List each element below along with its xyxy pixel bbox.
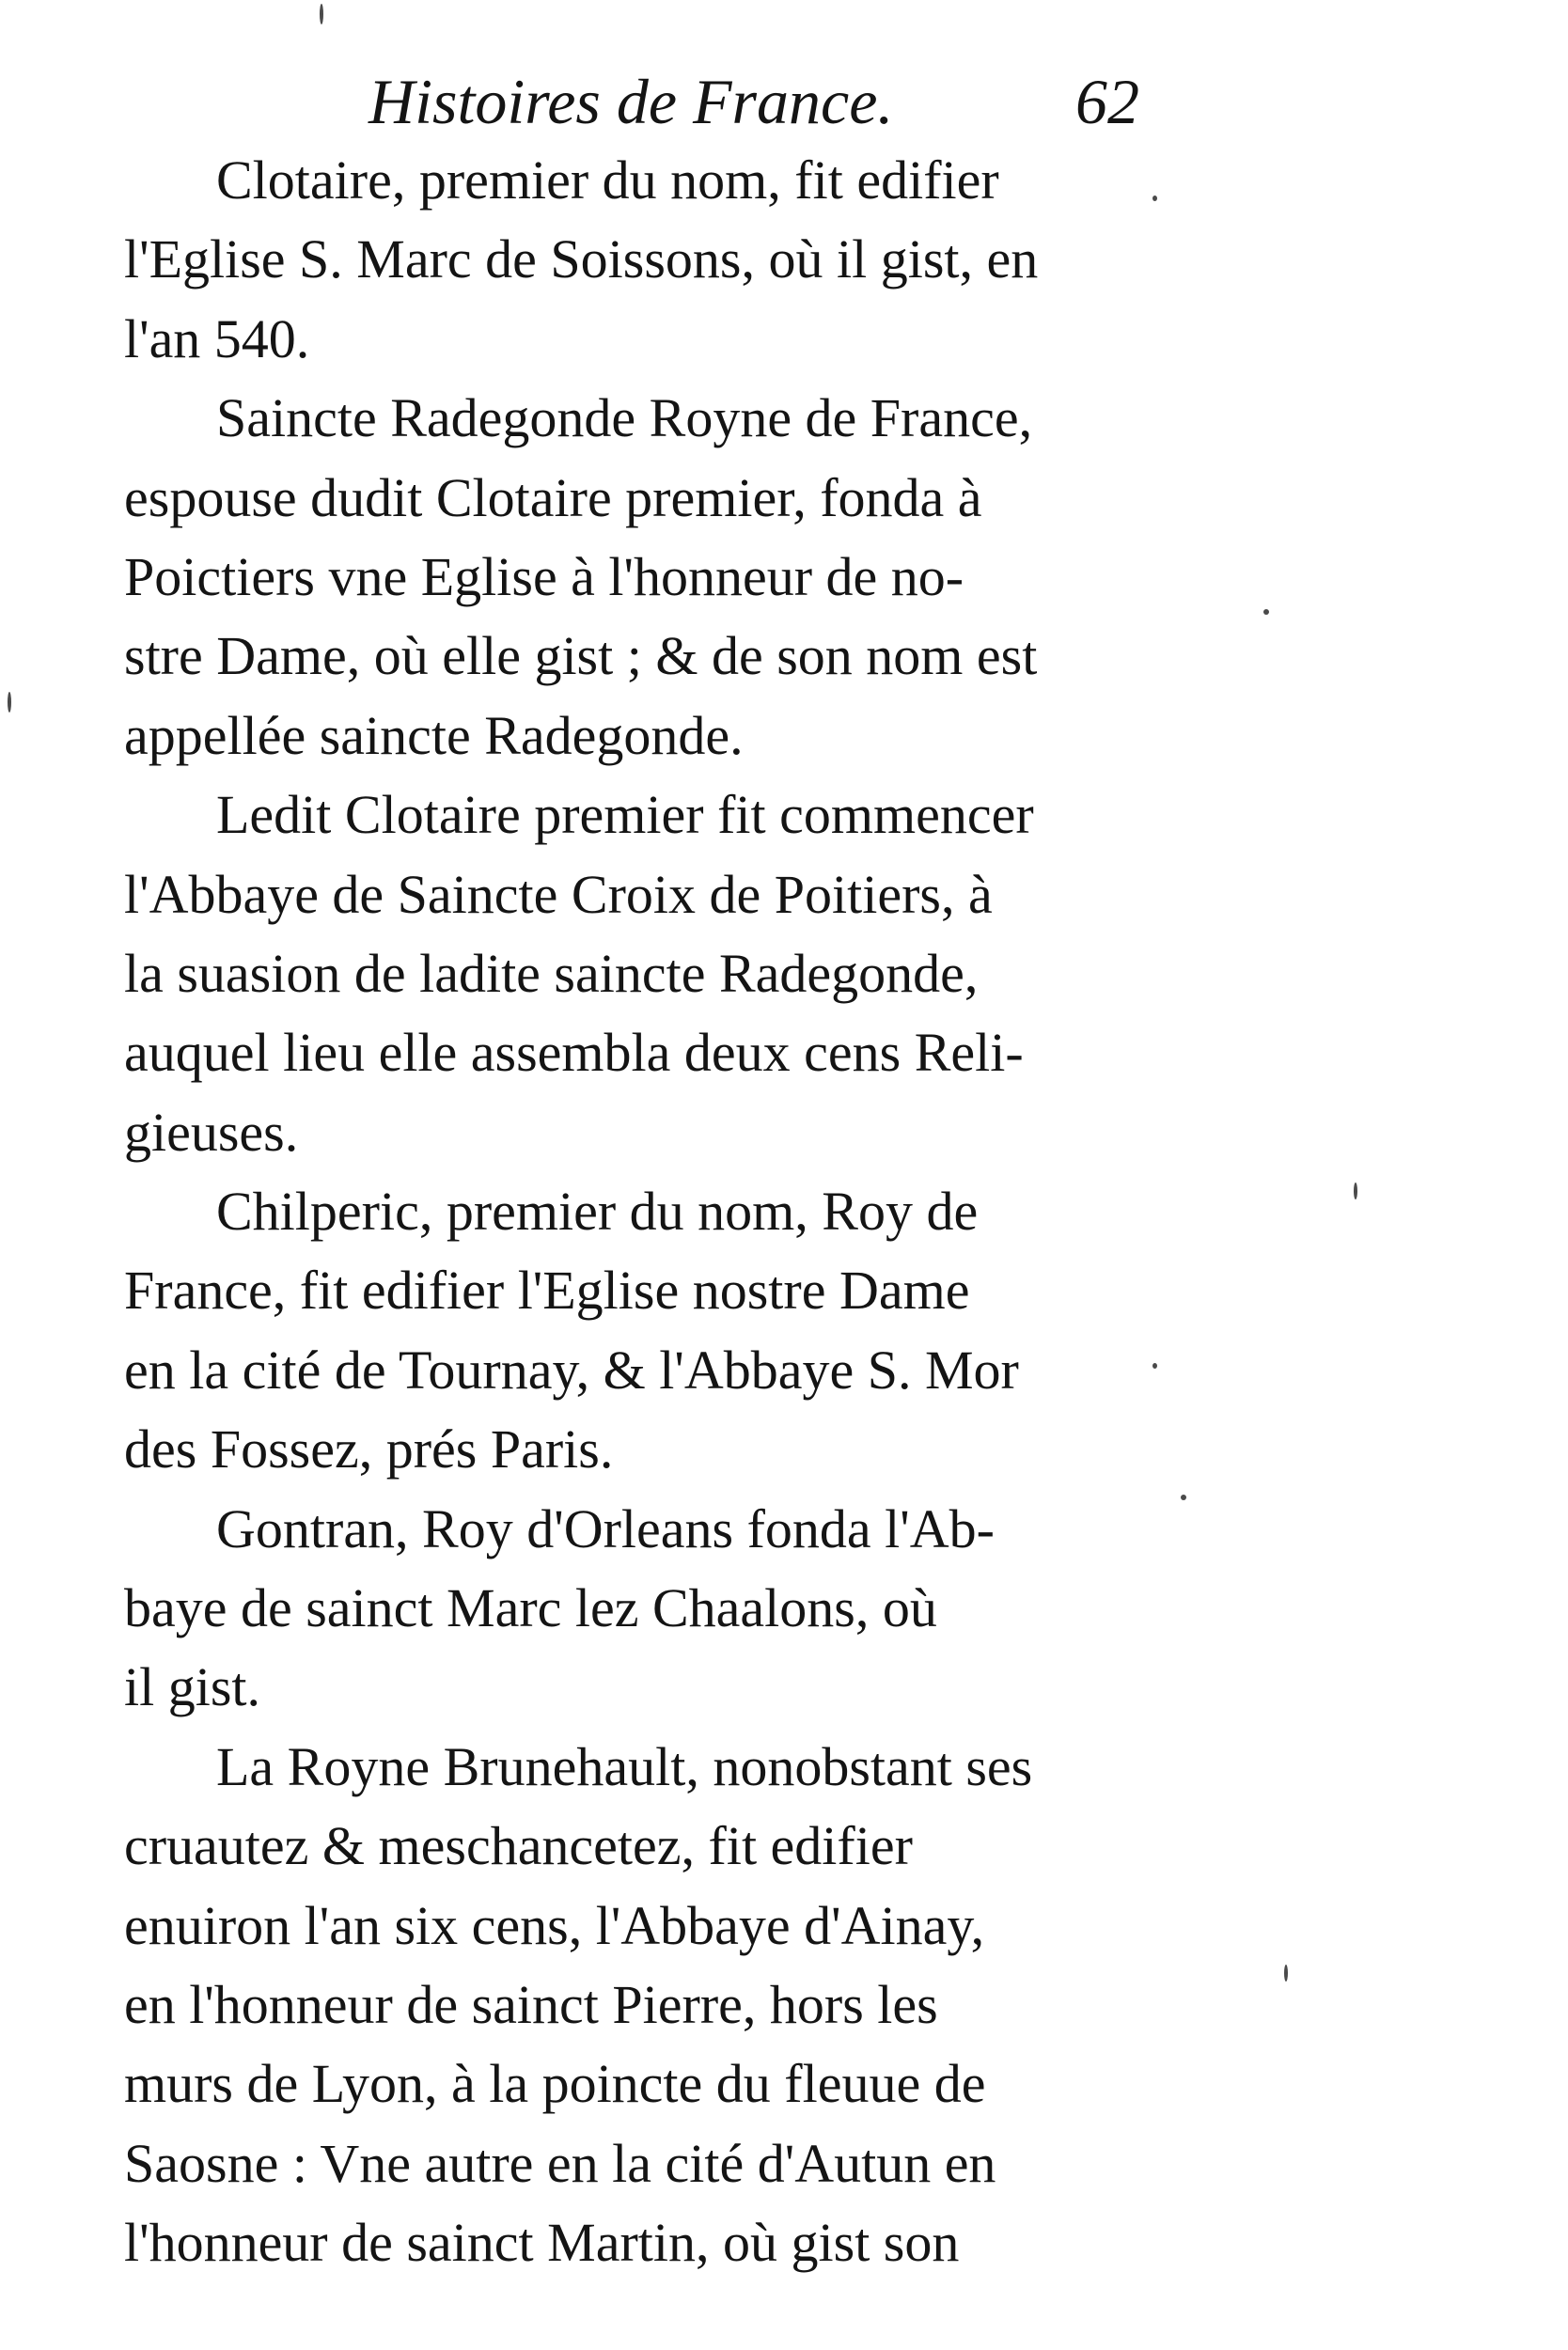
text-line: murs de Lyon, à la poincte du fleuue de bbox=[124, 2053, 986, 2115]
body-text bbox=[124, 141, 1121, 2274]
text-line: des Fossez, prés Paris. bbox=[124, 1418, 614, 1480]
text-line: Gontran, Roy d'Orleans fonda l'Ab- bbox=[216, 1497, 995, 1559]
scan-speck bbox=[1152, 1363, 1157, 1369]
text-line: l'Abbaye de Saincte Croix de Poitiers, à bbox=[124, 863, 993, 925]
running-title: Histoires de France. bbox=[368, 66, 894, 137]
text-line: l'an 540. bbox=[124, 307, 310, 369]
text-line: l'honneur de sainct Martin, où gist son bbox=[124, 2212, 960, 2274]
text-line: en la cité de Tournay, & l'Abbaye S. Mor bbox=[124, 1339, 1019, 1401]
text-line: la suasion de ladite saincte Radegonde, bbox=[124, 942, 979, 1004]
text-line: en l'honneur de sainct Pierre, hors les bbox=[124, 1973, 938, 2035]
text-line: enuiron l'an six cens, l'Abbaye d'Ainay, bbox=[124, 1894, 985, 1956]
text-line: Chilperic, premier du nom, Roy de bbox=[216, 1181, 979, 1243]
text-line: l'Eglise S. Marc de Soissons, où il gist, en bbox=[124, 228, 1039, 290]
text-line: Saincte Radegonde Royne de France, bbox=[216, 387, 1033, 449]
text-line: stre Dame, où elle gist ; & de son nom est bbox=[124, 625, 1038, 687]
scan-speck bbox=[1284, 1965, 1288, 1982]
scan-speck bbox=[1354, 1183, 1357, 1199]
scan-speck bbox=[8, 692, 11, 713]
text-line: baye de sainct Marc lez Chaalons, où bbox=[124, 1577, 937, 1639]
scan-speck bbox=[320, 4, 323, 24]
text-line: Clotaire, premier du nom, fit edifier bbox=[216, 149, 999, 211]
text-line: France, fit edifier l'Eglise nostre Dame bbox=[124, 1260, 970, 1322]
scan-speck bbox=[1181, 1495, 1186, 1500]
running-head bbox=[368, 55, 1139, 149]
text-line: auquel lieu elle assembla deux cens Reli- bbox=[124, 1022, 1024, 1084]
text-line: cruautez & meschancetez, fit edifier bbox=[124, 1815, 913, 1877]
text-line: Poictiers vne Eglise à l'honneur de no- bbox=[124, 545, 964, 607]
text-line: Ledit Clotaire premier fit commencer bbox=[216, 784, 1034, 846]
text-line: gieuses. bbox=[124, 1101, 299, 1163]
text-line: La Royne Brunehault, nonobstant ses bbox=[216, 1735, 1033, 1797]
scan-speck bbox=[1263, 609, 1269, 615]
text-line: appellée saincte Radegonde. bbox=[124, 704, 744, 766]
text-line: il gist. bbox=[124, 1656, 261, 1718]
text-line: Saosne : Vne autre en la cité d'Autun en bbox=[124, 2132, 996, 2194]
page-number: 62 bbox=[1075, 66, 1139, 137]
text-line: espouse dudit Clotaire premier, fonda à bbox=[124, 466, 982, 528]
scan-speck bbox=[1152, 196, 1157, 201]
